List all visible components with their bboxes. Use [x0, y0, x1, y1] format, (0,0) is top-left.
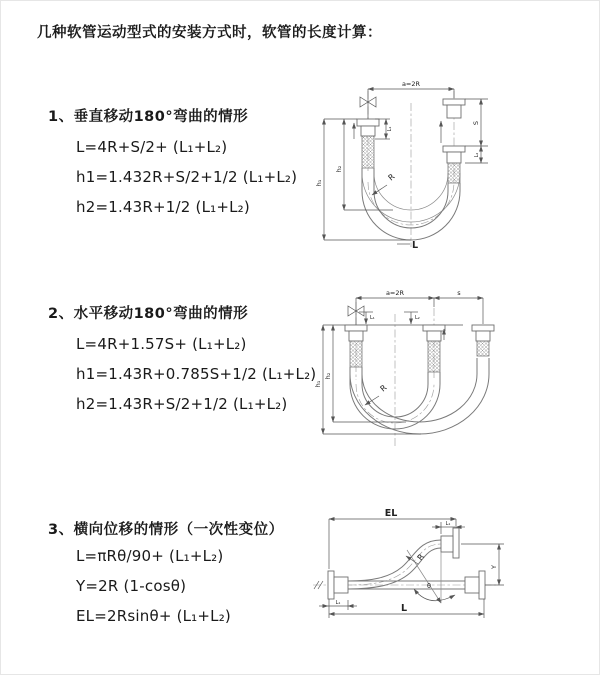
section2-heading: 2、水平移动180°弯曲的情形	[48, 306, 249, 322]
radius-label: R	[415, 552, 427, 563]
section1-formula-L: L=4R+S/2+ (L₁+L₂)	[76, 138, 228, 156]
section3-heading: 3、横向位移的情形（一次性变位）	[48, 522, 284, 538]
fitting-hub	[334, 577, 348, 593]
section2-formula-h2: h2=1.43R+S/2+1/2 (L₁+L₂)	[76, 395, 288, 413]
dim-label-length: L	[400, 603, 408, 614]
dim-label-a2r: a=2R	[385, 289, 405, 297]
diagram-horizontal-180-bend	[311, 284, 600, 466]
hose-outline	[362, 358, 477, 422]
dim-label-s: S	[472, 120, 480, 126]
diagram-vertical-180-bend	[311, 71, 600, 266]
dim-label-l2: L₂	[415, 315, 420, 321]
dim-label-l1-top: L₁	[445, 521, 451, 527]
flange-plate	[453, 528, 459, 558]
flange-plate	[479, 571, 485, 599]
section2-formula-h1: h1=1.43R+0.785S+1/2 (L₁+L₂)	[76, 365, 317, 383]
section1-formula-h2: h2=1.43R+1/2 (L₁+L₂)	[76, 198, 250, 216]
section1-formula-h1: h1=1.432R+S/2+1/2 (L₁+L₂)	[76, 168, 298, 186]
radius-label: R	[386, 172, 397, 183]
flange-fitting	[472, 325, 494, 331]
radius-arrow	[365, 396, 379, 405]
section3-formula-Y: Y=2R (1-cosθ)	[76, 577, 187, 595]
flange-fitting	[443, 146, 465, 152]
dim-label-h2: h₂	[324, 372, 332, 380]
fitting-nut	[349, 331, 363, 341]
diagram-lateral-displacement	[301, 501, 600, 646]
braided-hose-section	[362, 136, 374, 168]
length-label: L	[412, 240, 419, 251]
page-title: 几种软管运动型式的安装方式时，软管的长度计算：	[37, 25, 382, 41]
fitting-nut	[476, 331, 490, 341]
fitting-nut	[447, 105, 461, 118]
flange-fitting	[345, 325, 367, 331]
dim-label-h1: h₁	[315, 179, 323, 187]
flange-fitting	[423, 325, 445, 331]
dim-label-l2: L₂	[474, 152, 480, 158]
angle-label: θ	[427, 582, 431, 590]
dim-label-s: s	[457, 289, 461, 297]
dim-label-h2: h₂	[335, 165, 343, 173]
dim-label-el: EL	[384, 508, 398, 519]
dim-label-h1: h₁	[314, 380, 322, 388]
dim-label-a2r: a=2R	[401, 80, 421, 88]
fitting-hub	[465, 577, 479, 593]
angle-arc-arrow	[414, 589, 455, 601]
flange-plate	[328, 571, 334, 599]
hose-outline	[348, 540, 441, 581]
braided-hose-section	[350, 341, 362, 367]
flange-fitting	[443, 99, 465, 105]
section2-formula-L: L=4R+1.57S+ (L₁+L₂)	[76, 335, 247, 353]
dim-label-l1: L₁	[370, 315, 375, 321]
fitting-nut	[427, 331, 441, 341]
fitting-nut	[361, 126, 375, 136]
dim-label-y: Y	[490, 565, 498, 569]
section1-heading: 1、垂直移动180°弯曲的情形	[48, 109, 249, 125]
braided-hose-section	[428, 341, 440, 372]
flange-fitting	[357, 119, 379, 126]
dim-label-l1-left: L₁	[335, 600, 341, 606]
fitting-hub	[441, 536, 453, 552]
radius-label: R	[378, 383, 389, 394]
section3-formula-L: L=πRθ/90+ (L₁+L₂)	[76, 547, 224, 565]
braided-hose-section	[477, 341, 489, 356]
fitting-nut	[447, 152, 461, 163]
braided-hose-section	[448, 163, 460, 183]
dim-label-l1: L₁	[387, 126, 393, 132]
section3-formula-EL: EL=2Rsinθ+ (L₁+L₂)	[76, 607, 231, 625]
